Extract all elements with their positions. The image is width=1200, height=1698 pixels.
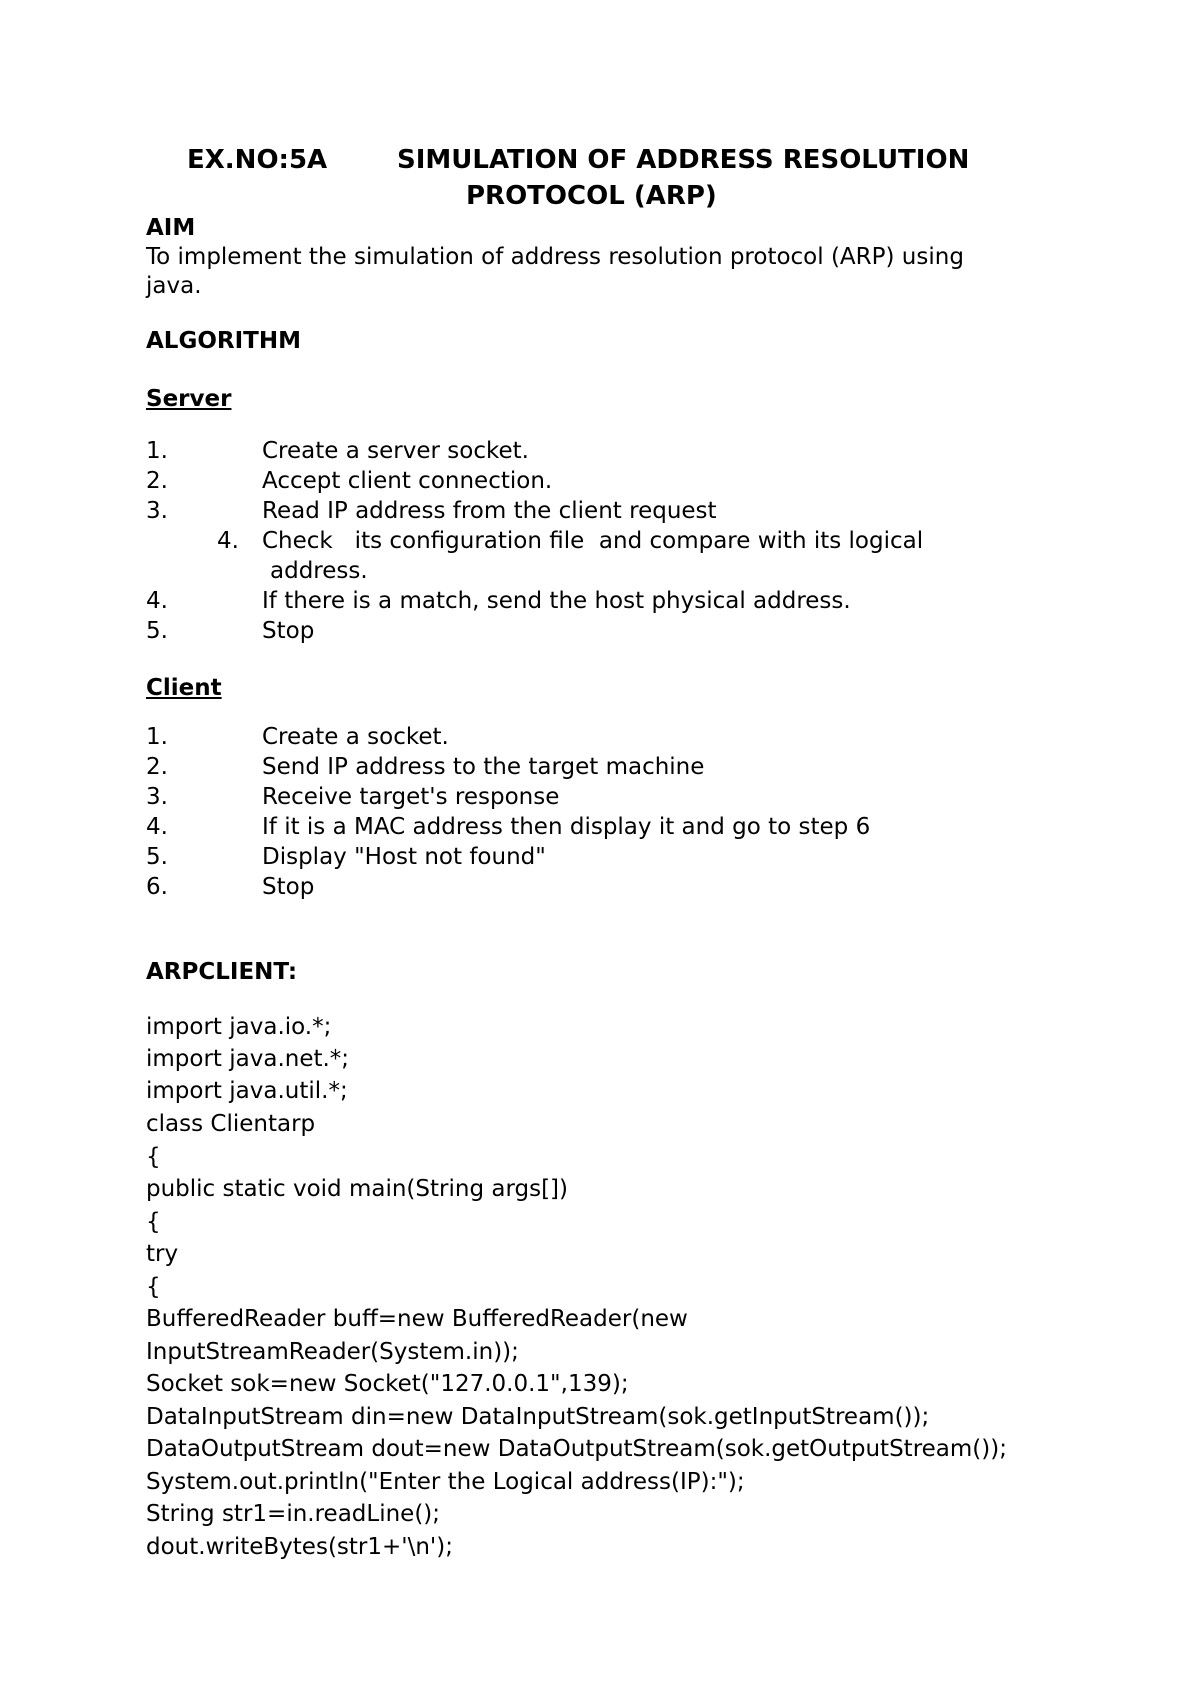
code-line: import java.net.*; [146,1046,350,1072]
code-line: Socket sok=new Socket("127.0.0.1",139); [146,1371,629,1397]
code-line: { [146,1209,161,1235]
code-line: { [146,1274,161,1300]
code-line: System.out.println("Enter the Logical address(IP):"); [146,1469,745,1495]
client-step-text: Receive target's response [262,784,560,810]
client-heading: Client [146,675,222,701]
server-step-number: 2. [146,468,168,494]
server-step-text: If there is a match, send the host physical address. [262,588,851,614]
client-step-number: 2. [146,754,168,780]
client-step-number: 1. [146,724,168,750]
code-line: String str1=in.readLine(); [146,1501,441,1527]
title-line-1: SIMULATION OF ADDRESS RESOLUTION [397,145,970,175]
arpclient-heading: ARPCLIENT: [146,959,298,985]
title-line-2: PROTOCOL (ARP) [466,181,717,211]
code-line: DataInputStream din=new DataInputStream(sok.getInputStream()); [146,1404,930,1430]
code-line: try [146,1241,179,1267]
document-title [187,145,969,175]
client-step-text: Send IP address to the target machine [262,754,705,780]
client-step-number: 5. [146,844,168,870]
code-line: BufferedReader buff=new BufferedReader(new [146,1306,688,1332]
server-heading: Server [146,386,232,412]
server-step-number: 1. [146,438,168,464]
algorithm-heading: ALGORITHM [146,328,301,354]
code-line: public static void main(String args[]) [146,1176,568,1202]
aim-heading: AIM [146,215,196,241]
client-step-number: 4. [146,814,168,840]
exercise-number: EX.NO:5A [187,145,328,175]
code-line: dout.writeBytes(str1+'\n'); [146,1534,453,1560]
aim-text-line-1: To implement the simulation of address resolution protocol (ARP) using [146,244,964,270]
client-step-text: Stop [262,874,315,900]
server-step-number: 3. [146,498,168,524]
code-line: DataOutputStream dout=new DataOutputStream(sok.getOutputStream()); [146,1436,1007,1462]
client-step-text: Display "Host not found" [262,844,546,870]
server-step-text: Check its configuration file and compare with its logical [262,528,924,554]
client-step-text: If it is a MAC address then display it and go to step 6 [262,814,871,840]
server-step-number: 4. [217,528,239,554]
client-step-number: 6. [146,874,168,900]
code-line: { [146,1144,161,1170]
code-line: InputStreamReader(System.in)); [146,1339,519,1365]
server-step-text: Read IP address from the client request [262,498,717,524]
server-step-text: Stop [262,618,315,644]
code-line: import java.util.*; [146,1078,348,1104]
server-step-text: Accept client connection. [262,468,553,494]
client-step-number: 3. [146,784,168,810]
code-line: import java.io.*; [146,1014,332,1040]
server-step-number: 4. [146,588,168,614]
server-step-text: Create a server socket. [262,438,529,464]
server-step-text-continuation: address. [270,558,368,584]
code-line: class Clientarp [146,1111,316,1137]
server-step-number: 5. [146,618,168,644]
client-step-text: Create a socket. [262,724,449,750]
aim-text-line-2: java. [146,273,202,299]
